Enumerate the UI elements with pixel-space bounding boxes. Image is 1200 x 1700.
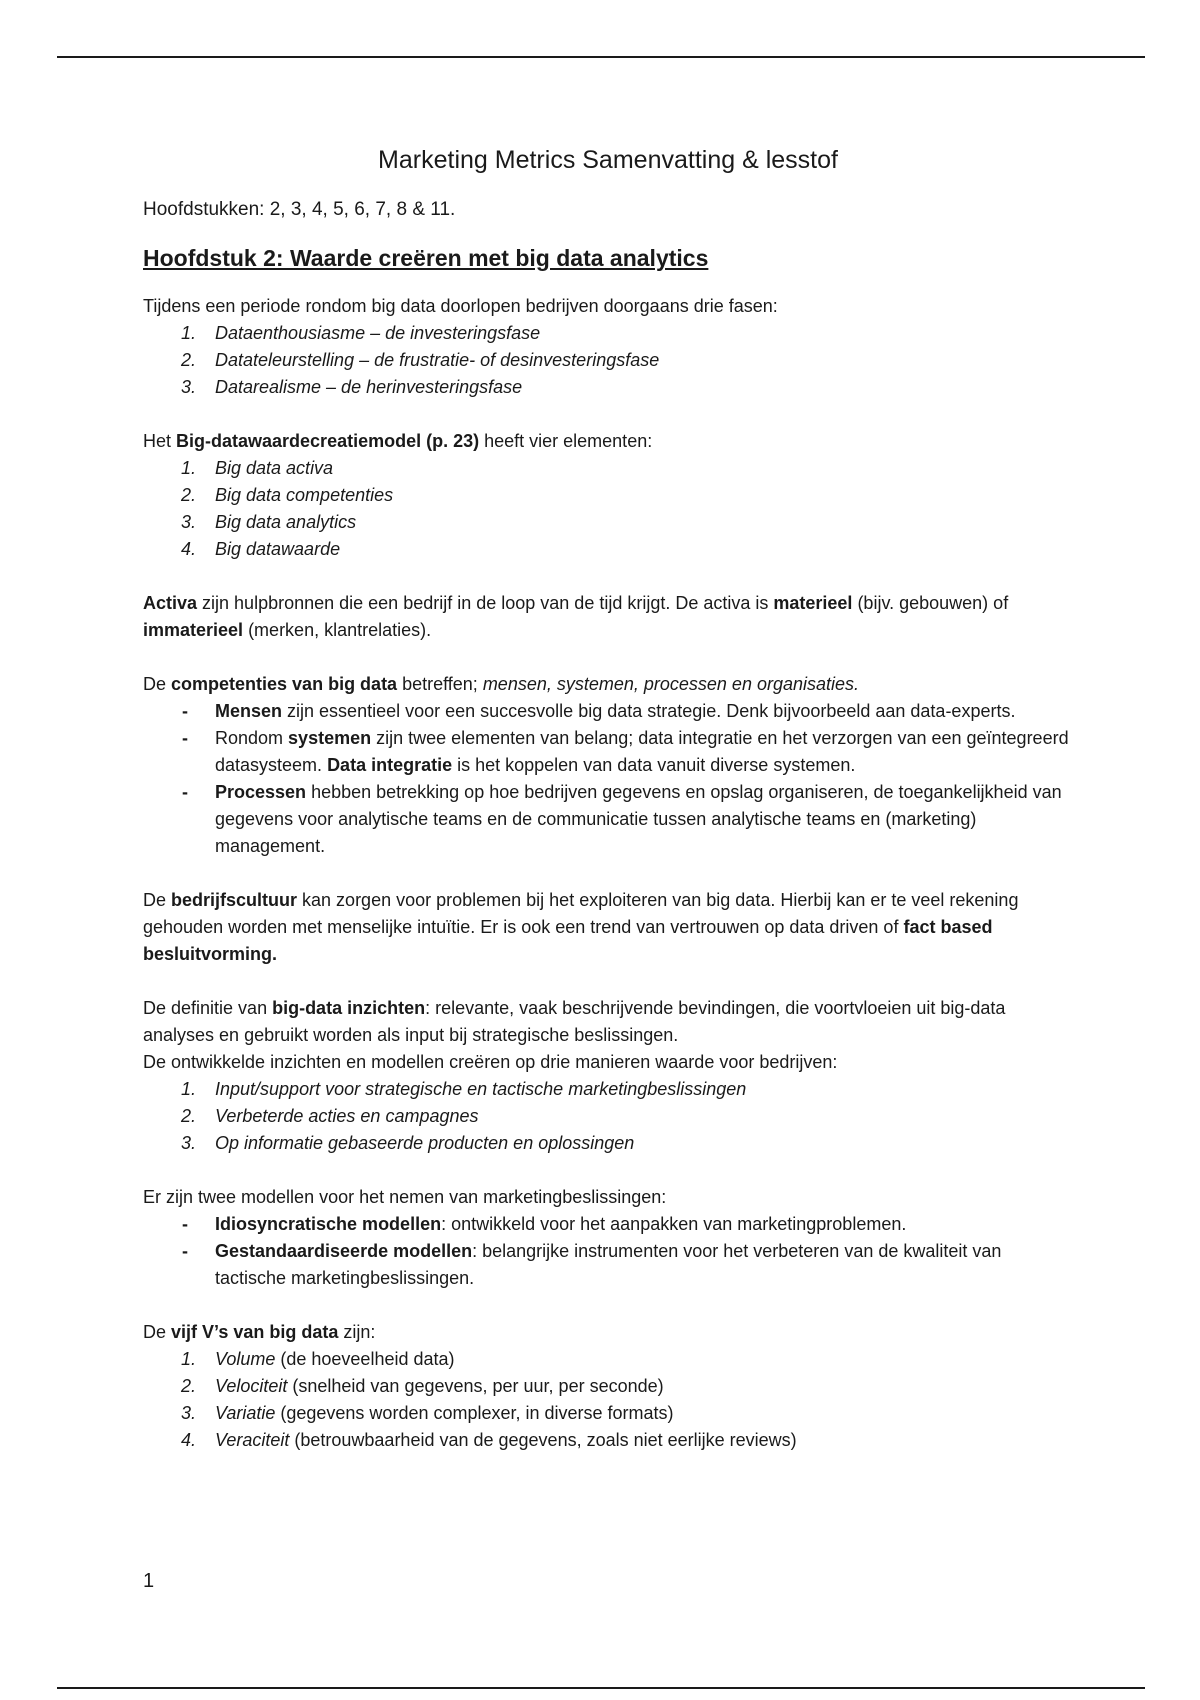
modellen-list: [143, 1211, 1073, 1292]
list-item: 2. Datateleurstelling – de frustratie- of desinvesteringsfase: [181, 350, 660, 370]
list-item: 3. Op informatie gebaseerde producten en oplossingen: [181, 1133, 635, 1153]
list-item: 2. Verbeterde acties en campagnes: [181, 1106, 479, 1126]
list-item: 3. Big data analytics: [181, 512, 357, 532]
model-intro: Het Big-datawaardecreatiemodel (p. 23) heeft vier elementen:: [143, 431, 653, 451]
model-list: [143, 455, 1073, 563]
chapters-line: Hoofdstukken: 2, 3, 4, 5, 6, 7, 8 & 11.: [143, 199, 456, 220]
vijfv-intro: De vijf V’s van big data zijn:: [143, 1322, 376, 1342]
vijfv-list: [143, 1346, 1073, 1454]
list-item: 1. Volume (de hoeveelheid data): [181, 1349, 455, 1369]
list-item: - Processen hebben betrekking op hoe bedrijven gegevens en opslag organiseren, de toegankelijkheid van gegevens voor analytische teams en de communicatie tussen analytische teams en (marketing) management.: [182, 782, 1062, 856]
list-item: - Rondom systemen zijn twee elementen van belang; data integratie en het verzorgen van een geïntegreerd datasysteem. Data integratie is het koppelen van data vanuit diverse systemen.: [182, 728, 1069, 775]
list-item: 2. Big data competenties: [181, 485, 394, 505]
list-item: 4. Big datawaarde: [181, 539, 341, 559]
list-item: 3. Datarealisme – de herinvesteringsfase: [181, 377, 523, 397]
footer-rule: [57, 1687, 1145, 1689]
list-item: 2. Velociteit (snelheid van gegevens, per uur, per seconde): [181, 1376, 664, 1396]
chapter-heading: Hoofdstuk 2: Waarde creëren met big data analytics: [143, 245, 709, 271]
header-rule: [57, 56, 1145, 58]
competenties-intro: De competenties van big data betreffen; mensen, systemen, processen en organisaties.: [143, 674, 860, 694]
document-title: Marketing Metrics Samenvatting & lesstof: [378, 146, 838, 174]
modellen-intro: Er zijn twee modellen voor het nemen van marketingbeslissingen:: [143, 1187, 667, 1207]
list-item: 1. Dataenthousiasme – de investeringsfase: [181, 323, 541, 343]
list-item: 1. Input/support voor strategische en tactische marketingbeslissingen: [181, 1079, 747, 1099]
list-item: 3. Variatie (gegevens worden complexer, in diverse formats): [181, 1403, 674, 1423]
competenties-list: [143, 698, 1073, 860]
inzichten-paragraph: De definitie van big-data inzichten: relevante, vaak beschrijvende bevindingen, die voortvloeien uit big-data analyses en gebruikt worden als input bij strategische beslissingen.: [143, 998, 1006, 1045]
list-item: - Mensen zijn essentieel voor een succesvolle big data strategie. Denk bijvoorbeeld aan data-experts.: [182, 701, 1016, 721]
phases-list: [143, 320, 1073, 401]
list-item: 1. Big data activa: [181, 458, 334, 478]
activa-paragraph: Activa zijn hulpbronnen die een bedrijf in de loop van de tijd krijgt. De activa is materieel (bijv. gebouwen) of immaterieel (merken, klantrelaties).: [143, 593, 1009, 640]
inzichten-line2: De ontwikkelde inzichten en modellen creëren op drie manieren waarde voor bedrijven:: [143, 1052, 838, 1072]
list-item: 4. Veraciteit (betrouwbaarheid van de gegevens, zoals niet eerlijke reviews): [181, 1430, 797, 1450]
list-item: - Gestandaardiseerde modellen: belangrijke instrumenten voor het verbeteren van de kwaliteit van tactische marketingbeslissingen.: [182, 1241, 1002, 1288]
phases-intro: Tijdens een periode rondom big data doorlopen bedrijven doorgaans drie fasen:: [143, 296, 778, 316]
list-item: - Idiosyncratische modellen: ontwikkeld voor het aanpakken van marketingproblemen.: [182, 1214, 907, 1234]
document-body: [143, 140, 1073, 1454]
cultuur-paragraph: De bedrijfscultuur kan zorgen voor problemen bij het exploiteren van big data. Hierbij kan er te veel rekening gehouden worden met menselijke intuïtie. Er is ook een trend van vertrouwen op data driven of fact based besluitvorming.: [143, 890, 1019, 964]
page-number: 1: [143, 1570, 155, 1592]
inzichten-list: [143, 1076, 1073, 1157]
